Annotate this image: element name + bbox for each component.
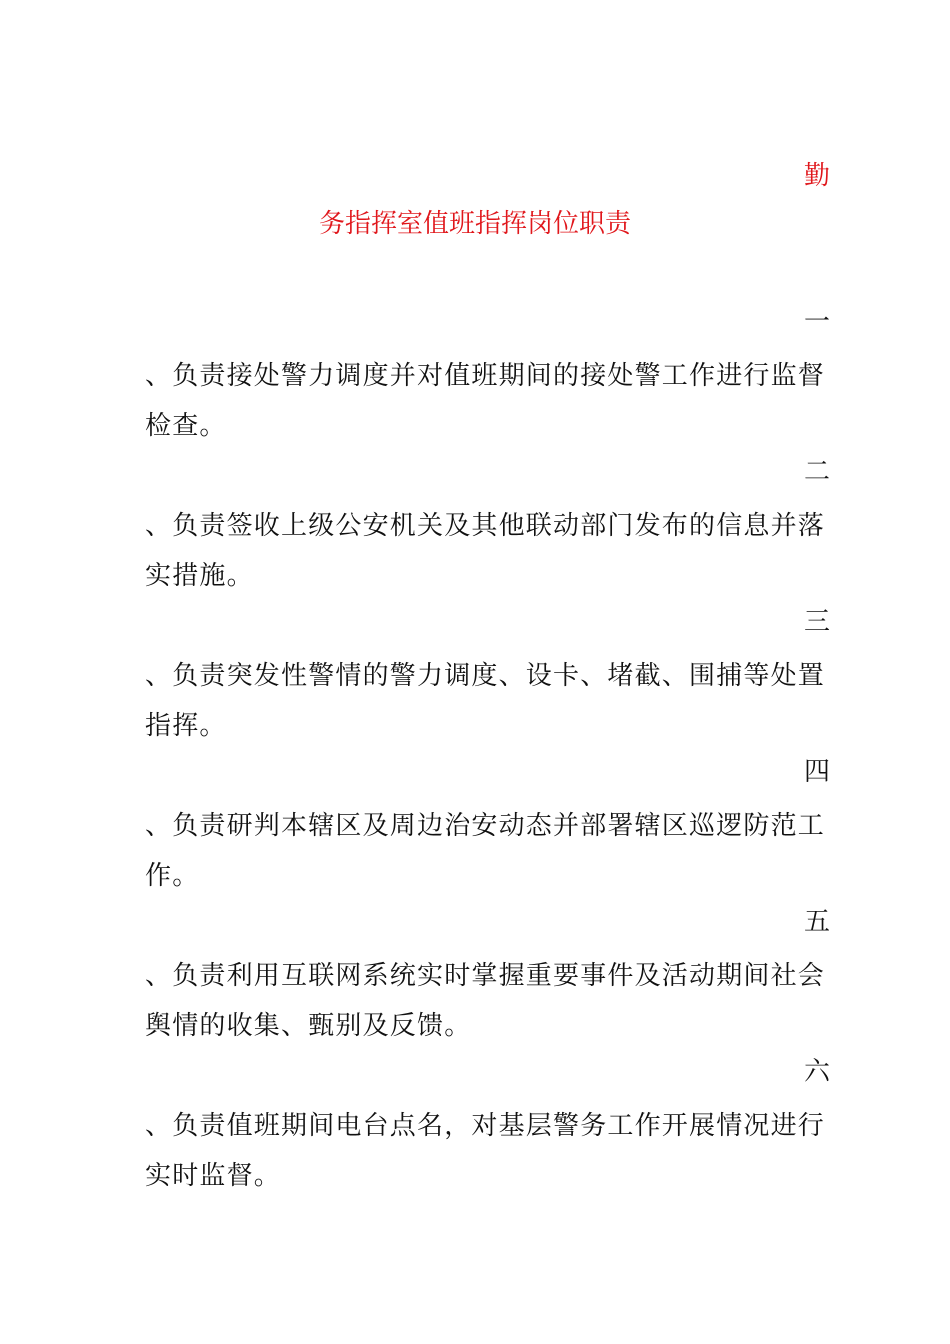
item-text-line2: 检查。 [145, 411, 227, 441]
item-numeral: 四 [803, 757, 830, 787]
item-numeral: 一 [803, 307, 830, 337]
item-text-line1: 、负责接处警力调度并对值班期间的接处警工作进行监督 [145, 361, 826, 391]
item-numeral: 三 [803, 607, 830, 637]
item-text-line2: 舆情的收集、甄别及反馈。 [145, 1011, 472, 1041]
item-text-line1: 、负责利用互联网系统实时掌握重要事件及活动期间社会 [145, 961, 826, 991]
item-text-line1: 、负责研判本辖区及周边治安动态并部署辖区巡逻防范工 [145, 811, 826, 841]
item-numeral: 二 [803, 457, 830, 487]
item-text-line2: 实措施。 [145, 561, 254, 591]
item-text-line1: 、负责突发性警情的警力调度、设卡、堵截、围捕等处置 [145, 661, 826, 691]
item-text-line2: 指挥。 [145, 711, 227, 741]
item-text-line2: 作。 [145, 861, 200, 891]
item-text-line1: 、负责签收上级公安机关及其他联动部门发布的信息并落 [145, 511, 826, 541]
item-numeral: 五 [803, 907, 830, 937]
item-text-line1: 、负责值班期间电台点名，对基层警务工作开展情况进行 [145, 1111, 826, 1141]
item-text-line2: 实时监督。 [145, 1161, 282, 1191]
title-first-char: 勤 [803, 161, 830, 191]
item-numeral: 六 [803, 1057, 830, 1087]
page-title: 务指挥室值班指挥岗位职责 [318, 209, 631, 239]
